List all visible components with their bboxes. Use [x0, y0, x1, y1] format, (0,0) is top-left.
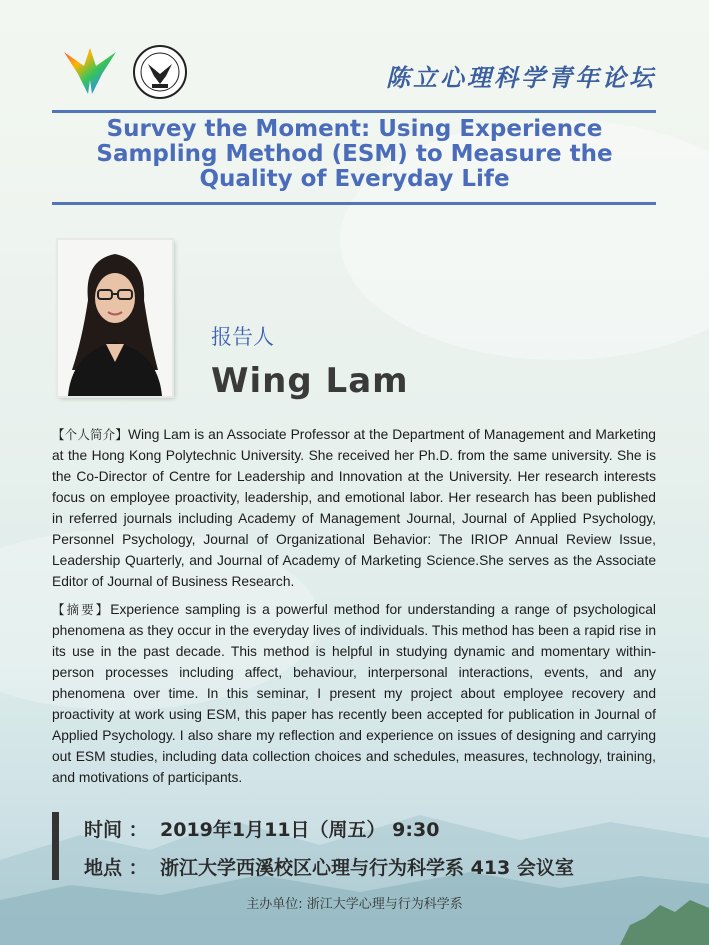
speaker-bio — [52, 424, 656, 592]
speaker-photo — [58, 240, 172, 396]
talk-title-line: Sampling Method (ESM) to Measure the — [96, 141, 613, 167]
event-time — [84, 815, 439, 842]
phoenix-logo-icon — [62, 44, 118, 96]
talk-title-line: Survey the Moment: Using Experience — [106, 116, 603, 142]
title-top-rule — [52, 110, 656, 113]
speaker-label: 报告人 — [211, 325, 274, 349]
time-value: 2019年1月11日（周五） 9:30 — [160, 819, 440, 841]
abstract-text: Experience sampling is a powerful method for understanding a range of psychological phenomena as they occur in the everyday lives of individuals. This method has been a rapid rise in its use in the past decade. This method is helpful in studying dynamic and momentary within-person processes including affect, behaviour, interpersonal interactions, events, and any phenomena over time. In this seminar, I present my project about employee recovery and proactivity at work using ESM, this paper has recently been accepted for publication in Journal of Applied Psychology. I also share my reflection and experience on issues of designing and carrying out ESM studies, including data collection choices and schedules, measures, technology, training, and motivations of participants. — [52, 602, 656, 785]
abstract-tag: 【摘要】 — [52, 602, 111, 617]
bio-text: Wing Lam is an Associate Professor at the Department of Management and Marketing at the Hong Kong Polytechnic University. She received her Ph.D. from the same university. She is the Co-Director of Centre for Leadership and Innovation at the University. Her research interests focus on employee proactivity, leadership, and emotional labor. Her research has been published in referred journals including Academy of Management Journal, Journal of Applied Psychology, Personnel Psychology, Journal of Organizational Behavior: The IRIOP Annual Review Issue, Leadership Quarterly, and Journal of Academy of Marketing Science.She serves as the Associate Editor of Journal of Business Research. — [52, 427, 656, 589]
place-label: 地点 ： — [84, 857, 148, 879]
bio-tag: 【个人简介】 — [52, 427, 128, 442]
speaker-portrait-icon — [58, 240, 172, 396]
event-info-bar — [52, 812, 59, 880]
place-value: 浙江大学西溪校区心理与行为科学系 413 会议室 — [160, 857, 574, 879]
title-bottom-rule — [52, 202, 656, 205]
talk-title — [40, 117, 669, 192]
event-place — [84, 853, 574, 880]
host-organization: 主办单位: 浙江大学心理与行为科学系 — [246, 897, 463, 912]
zju-seal-icon — [132, 44, 188, 100]
talk-title-line: Quality of Everyday Life — [199, 166, 510, 192]
talk-abstract — [52, 599, 656, 788]
forum-name: 陈立心理科学青年论坛 — [386, 63, 656, 92]
speaker-name: Wing Lam — [211, 361, 409, 401]
time-label: 时间 ： — [84, 819, 148, 841]
